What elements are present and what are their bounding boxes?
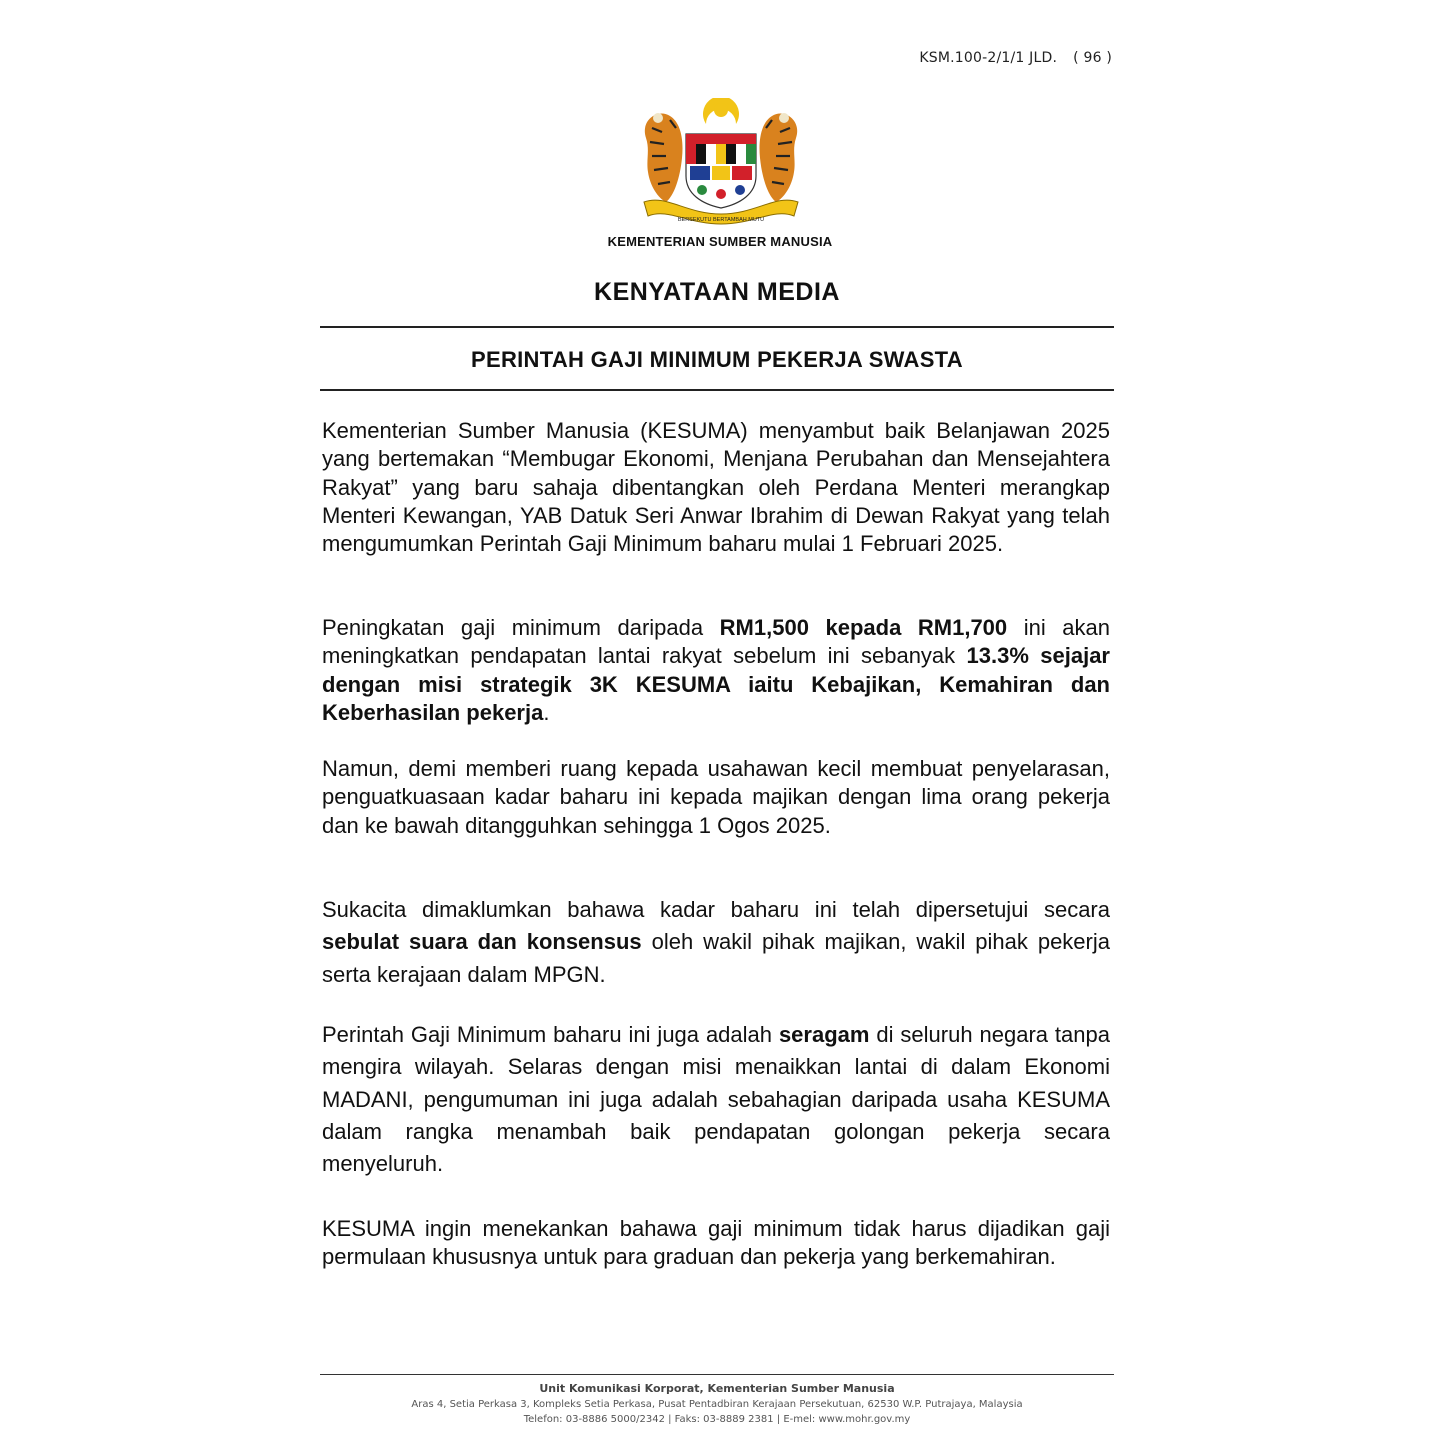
p4-bold-consensus: sebulat suara dan konsensus xyxy=(322,929,642,955)
p2-bold-mission: 13.3% sejajar dengan misi strategik 3K KESUMA iaitu Kebajikan, Kemahiran dan Keberhasilan pekerja xyxy=(322,643,1110,725)
footer-divider xyxy=(320,1374,1114,1375)
document-title: KENYATAAN MEDIA xyxy=(594,278,840,306)
svg-text:BERSEKUTU BERTAMBAH MUTU: BERSEKUTU BERTAMBAH MUTU xyxy=(677,217,765,223)
divider-bottom xyxy=(320,389,1114,391)
p2-text-a: Peningkatan gaji minimum daripada xyxy=(322,615,720,640)
footer-unit: Unit Komunikasi Korporat, Kementerian Sumber Manusia xyxy=(539,1382,895,1395)
page-number: ( 96 ) xyxy=(1073,50,1112,66)
paragraph-6: KESUMA ingin menekankan bahawa gaji minimum tidak harus dijadikan gaji permulaan khususnya untuk para graduan dan pekerja yang berkemahiran. xyxy=(322,1216,1110,1270)
paragraph-1: Kementerian Sumber Manusia (KESUMA) menyambut baik Belanjawan 2025 yang bertemakan “Membugar Ekonomi, Menjana Perubahan dan Mensejahtera Rakyat” yang baru sahaja dibentangkan oleh Perdana Menteri merangkap Menteri Kewangan, YAB Datuk Seri Anwar Ibrahim di Dewan Rakyat yang telah mengumumkan Perintah Gaji Minimum baharu mulai 1 Februari 2025. xyxy=(322,418,1110,557)
divider-top xyxy=(320,326,1114,328)
file-reference: KSM.100-2/1/1 JLD. xyxy=(919,50,1058,66)
ministry-name: KEMENTERIAN SUMBER MANUSIA xyxy=(607,234,833,249)
p2-bold-wage-range: RM1,500 kepada RM1,700 xyxy=(719,615,1008,640)
paragraph-2 xyxy=(322,614,1110,727)
p5-text-a: Perintah Gaji Minimum baharu ini juga adalah xyxy=(322,1022,779,1047)
footer-contact: Telefon: 03-8886 5000/2342 | Faks: 03-8889 2381 | E-mel: www.mohr.gov.my xyxy=(523,1414,911,1424)
paragraph-4 xyxy=(322,894,1110,991)
malaysia-coat-of-arms-icon xyxy=(636,98,806,226)
reference-number xyxy=(919,50,1112,66)
footer-address: Aras 4, Setia Perkasa 3, Kompleks Setia Perkasa, Pusat Pentadbiran Kerajaan Persekutuan, 62530 W.P. Putrajaya, Malaysia xyxy=(411,1399,1023,1410)
p5-bold-uniform: seragam xyxy=(778,1022,870,1047)
p4-text-c: oleh wakil pihak majikan, wakil pihak pekerja serta kerajaan dalam MPGN. xyxy=(322,929,1110,987)
paragraph-3: Namun, demi memberi ruang kepada usahawan kecil membuat penyelarasan, penguatkuasaan kadar baharu ini kepada majikan dengan lima orang pekerja dan ke bawah ditangguhkan sehingga 1 Ogos 2025. xyxy=(322,756,1110,838)
p2-text-e: . xyxy=(543,699,550,725)
p5-text-c: di seluruh negara tanpa mengira wilayah. Selaras dengan misi menaikkan lantai di dalam Ekonomi MADANI, pengumuman ini juga adalah sebahagian daripada usaha KESUMA dalam rangka menambah baik pendapatan golongan pekerja secara menyeluruh. xyxy=(322,1022,1110,1177)
p4-text-a: Sukacita dimaklumkan bahawa kadar baharu ini telah dipersetujui secara xyxy=(322,897,1110,922)
p2-text-c: ini akan meningkatkan pendapatan lantai rakyat sebelum ini sebanyak xyxy=(322,615,1110,669)
document-subject: PERINTAH GAJI MINIMUM PEKERJA SWASTA xyxy=(471,347,963,372)
paragraph-5 xyxy=(322,1019,1110,1180)
